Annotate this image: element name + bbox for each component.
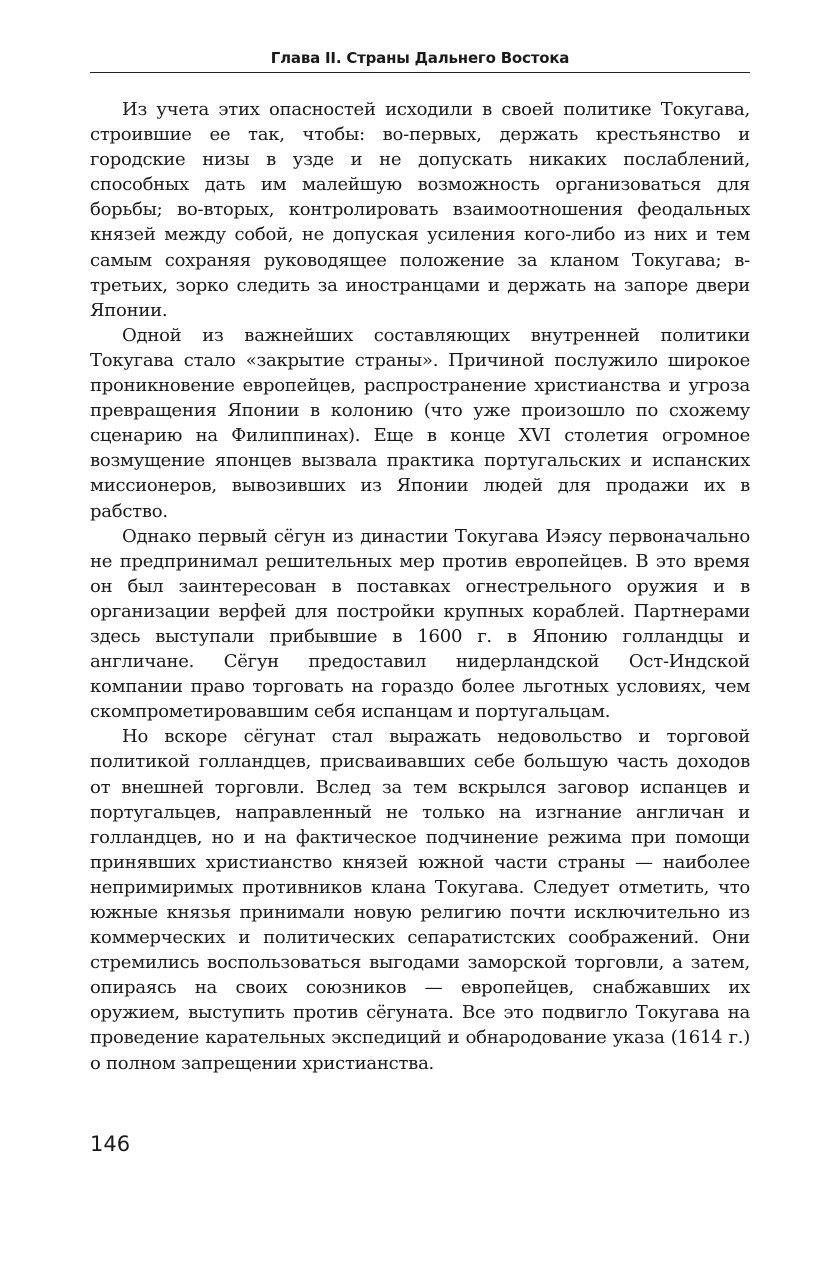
page-number: 146 [90,1132,131,1156]
paragraph: Из учета этих опасностей исходили в своей политике Токугава, строившие ее так, чтобы: во-первых, держать крестьянство и городские низы в узде и не допускать никаких послаблений, способных дать им малейшую возможность организоваться для борьбы; во-вторых, контролировать взаимоотношения феодальных князей между собой, не допуская усиления кого-либо из них и тем самым сохраняя руководящее положение за кланом Токугава; в-третьих, зорко следить за иностранцами и держать на запоре двери Японии. [90,99,750,321]
header-rule [90,72,750,73]
paragraph: Однако первый сёгун из династии Токугава Иэясу первоначально не предпринимал решительных мер против европейцев. В это время он был заинтересован в поставках огнестрельного оружия и в организации верфей для постройки крупных кораблей. Партнерами здесь выступали прибывшие в 1600 г. в Японию голландцы и англичане. Сёгун предоставил нидерландской Ост-Индской компании право торговать на гораздо более льготных условиях, чем скомпрометировавшим себя испанцам и португальцам. [90,525,750,723]
running-head: Глава II. Страны Дальнего Востока [270,49,570,67]
body-text [90,97,750,1076]
paragraph: Одной из важнейших составляющих внутренней политики Токугава стало «закрытие страны». Причиной послужило широкое проникновение европейцев, распространение христианства и угроза превращения Японии в колонию (что уже произошло по схожему сценарию на Филиппинах). Еще в конце XVI столетия огромное возмущение японцев вызвала практика португальских и испанских миссионеров, вывозивших из Японии людей для продажи их в рабство. [90,324,750,522]
paragraph: Но вскоре сёгунат стал выражать недовольство и торговой политикой голландцев, присваивавших себе большую часть доходов от внешней торговли. Вслед за тем вскрылся заговор испанцев и португальцев, направленный не только на изгнание англичан и голландцев, но и на фактическое подчинение режима при помощи принявших христианство князей южной части страны — наиболее непримиримых противников клана Токугава. Следует отметить, что южные князья принимали новую религию почти исключительно из коммерческих и политических сепаратистских соображений. Они стремились воспользоваться выгодами заморской торговли, а затем, опираясь на своих союзников — европейцев, снабжавших их оружием, выступить против сёгуната. Все это подвигло Токугава на проведение карательных экспедиций и обнародование указа (1614 г.) о полном запрещении христианства. [90,726,750,1074]
